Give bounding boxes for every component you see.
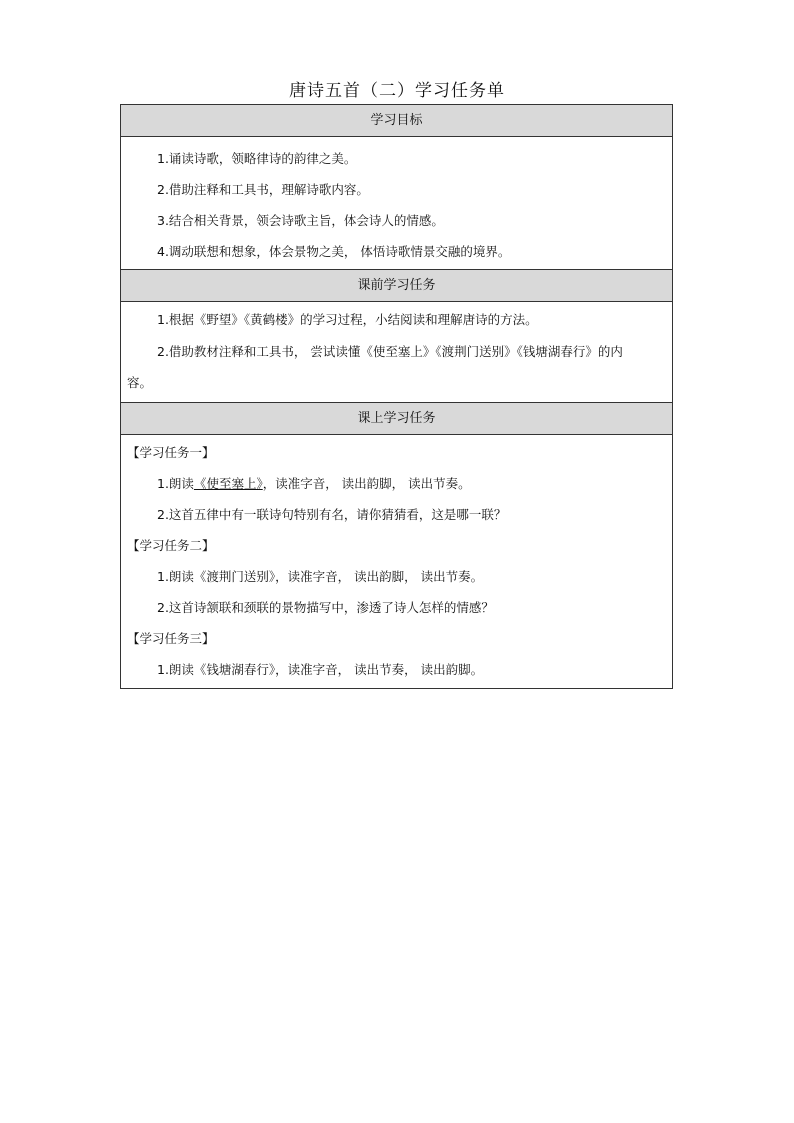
task-one-title: 【学习任务一】 [127,445,215,460]
learning-goals-section [121,137,672,270]
pre-class-item-2: 2.借助教材注释和工具书， 尝试读懂《使至塞上》《渡荆门送别》《钱塘湖春行》的内 [157,344,623,359]
task-three-title: 【学习任务三】 [127,631,215,646]
pre-class-tasks-section [121,302,672,403]
task-one-item-1 [121,468,672,499]
pre-class-item-1: 1.根据《野望》《黄鹤楼》的学习过程，小结阅读和理解唐诗的方法。 [157,312,538,327]
pre-class-item-2-continued: 容。 [127,375,153,390]
in-class-tasks-section [121,435,672,688]
task-two-item-2: 2.这首诗颔联和颈联的景物描写中，渗透了诗人怎样的情感？ [157,600,494,615]
goal-item-4: 4.调动联想和想象，体会景物之美， 体悟诗歌情景交融的境界。 [157,244,511,259]
task-one-item-1-suffix: ，读准字音， 读出韵脚， 读出节奏。 [262,476,471,491]
task-sheet-table [120,104,673,689]
page-title: 唐诗五首（二）学习任务单 [289,81,505,101]
task-one-item-2: 2.这首五律中有一联诗句特别有名，请你猜猜看，这是哪一联？ [157,507,507,522]
task-two-title: 【学习任务二】 [127,538,215,553]
task-one-item-1-prefix: 1.朗读 [157,476,194,491]
task-two-item-1: 1.朗读《渡荆门送别》，读准字音， 读出韵脚， 读出节奏。 [157,569,484,584]
goal-item-2: 2.借助注释和工具书，理解诗歌内容。 [157,182,369,197]
learning-goals-header: 学习目标 [121,105,672,137]
goal-item-1: 1.诵读诗歌，领略律诗的韵律之美。 [157,151,357,166]
task-one-poem-title: 《使至塞上》 [193,476,263,491]
goal-item-3: 3.结合相关背景，领会诗歌主旨，体会诗人的情感。 [157,213,444,228]
in-class-tasks-header: 课上学习任务 [121,403,672,435]
pre-class-tasks-header: 课前学习任务 [121,270,672,302]
task-three-item-1: 1.朗读《钱塘湖春行》，读准字音， 读出节奏， 读出韵脚。 [157,662,484,677]
